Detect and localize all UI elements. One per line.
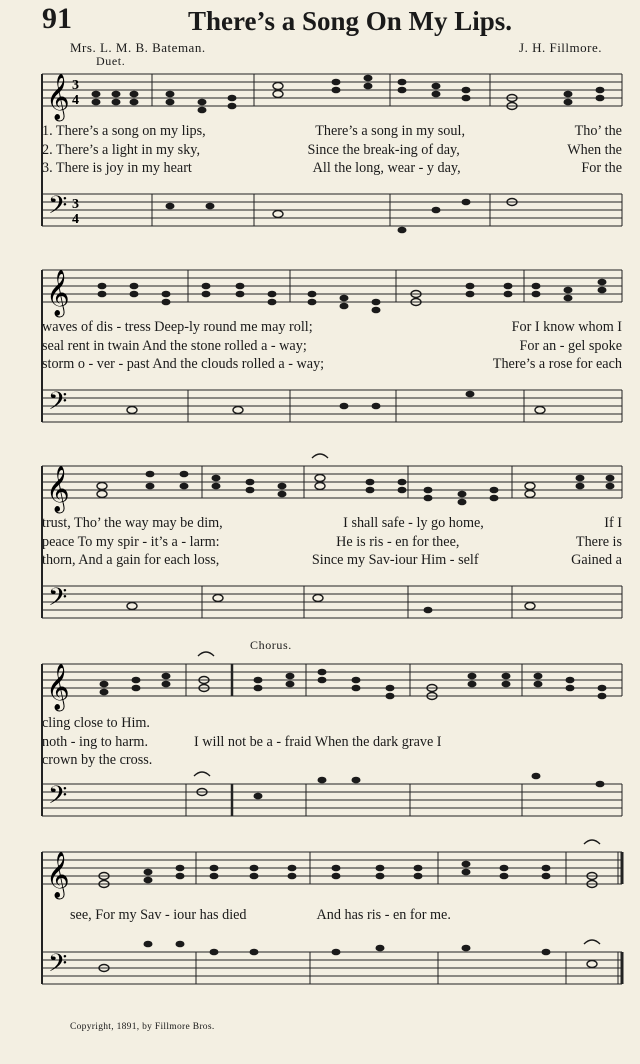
lyric-phrase: There is (575, 533, 622, 550)
hymn-title: There’s a Song On My Lips. (187, 6, 513, 36)
lyric-phrase: And has ris - en for me. (316, 907, 451, 923)
treble-clef-icon: 𝄞 (46, 270, 70, 315)
fermata-icon (198, 652, 214, 656)
lyric-phrase: trust, Tho’ the way may be dim, (42, 515, 223, 531)
music-credit: J. H. Fillmore. (519, 40, 602, 55)
lyric-phrase: 3. There is joy in my heart (42, 160, 192, 176)
lyric-phrase: noth - ing to harm. (42, 733, 148, 750)
staff-system-2 (0, 258, 640, 438)
time-signature: 4 (72, 93, 79, 108)
staff-system-3 (0, 454, 640, 634)
bass-staff (42, 390, 622, 422)
staff-system-5 (0, 840, 640, 1010)
bass-clef-icon: 𝄢 (48, 388, 68, 421)
lyric-phrase: storm o - ver - past And the clouds rolled a - way; (42, 356, 325, 372)
bass-staff (42, 952, 622, 984)
treble-clef-icon: 𝄞 (46, 74, 70, 119)
fermata-icon (194, 772, 210, 776)
words-credit: Mrs. L. M. B. Bateman. (70, 40, 206, 55)
notes (97, 471, 615, 614)
treble-staff (42, 664, 622, 696)
staff-system-4 (0, 652, 640, 832)
lyric-phrase: Gained a (571, 552, 622, 568)
lyric-phrase: cling close to Him. (42, 715, 150, 731)
staff-system-1 (0, 62, 640, 242)
lyric-phrase: see, For my Sav - iour has died (70, 907, 247, 923)
time-signature: 4 (72, 212, 79, 227)
lyric-phrase: For an - gel spoke (519, 337, 622, 354)
lyric-phrase: There’s a song in my soul, (315, 123, 465, 139)
notes (99, 861, 597, 972)
bass-clef-icon: 𝄢 (48, 782, 68, 815)
lyric-phrase: I shall safe - ly go home, (343, 515, 484, 531)
fermata-icon (584, 840, 600, 844)
fermata-icon (584, 940, 600, 944)
lyric-phrase: When the (567, 141, 622, 158)
lyric-phrase: 1. There’s a song on my lips, (42, 123, 206, 139)
lyric-phrase: If I (604, 515, 622, 531)
lyric-phrase: 2. There’s a light in my sky, (42, 141, 201, 158)
bass-staff (42, 586, 622, 618)
bass-clef-icon: 𝄢 (48, 950, 68, 983)
lyric-phrase: peace To my spir - it’s a - larm: (42, 533, 220, 550)
lyric-phrase: He is ris - en for thee, (336, 533, 460, 550)
lyric-phrase: seal rent in twain And the stone rolled a - way; (42, 337, 307, 354)
bass-clef-icon: 𝄢 (48, 192, 68, 225)
lyric-phrase: Tho’ the (574, 123, 622, 139)
treble-clef-icon: 𝄞 (46, 466, 70, 511)
lyric-phrase: For I know whom I (511, 319, 622, 335)
lyric-phrase: thorn, And a gain for each loss, (42, 552, 220, 568)
hymn-number: 91 (42, 2, 72, 35)
lyric-phrase: Since my Sav-iour Him - self (311, 552, 479, 568)
lyric-phrase: Since the break-ing of day, (307, 141, 460, 158)
lyric-phrase: I will not be a - fraid When the dark grave I (194, 733, 442, 750)
lyric-phrase: All the long, wear - y day, (312, 160, 461, 176)
notes (98, 279, 607, 414)
lyric-phrase: For the (581, 160, 622, 176)
chorus-label: Chorus. (250, 638, 292, 652)
duet-label: Duet. (96, 54, 126, 68)
lyric-phrase: There’s a rose for each (492, 356, 622, 372)
fermata-icon (312, 454, 328, 458)
lyric-phrase: waves of dis - tress Deep-ly round me may roll; (42, 319, 313, 335)
copyright-notice: Copyright, 1891, by Fillmore Bros. (70, 1022, 215, 1032)
bass-clef-icon: 𝄢 (48, 584, 68, 617)
bass-staff (42, 784, 622, 816)
lyric-phrase: crown by the cross. (42, 752, 153, 768)
time-signature: 3 (72, 197, 79, 212)
treble-clef-icon: 𝄞 (46, 852, 70, 897)
bass-staff (42, 194, 622, 226)
treble-clef-icon: 𝄞 (46, 664, 70, 709)
time-signature: 3 (72, 78, 79, 93)
